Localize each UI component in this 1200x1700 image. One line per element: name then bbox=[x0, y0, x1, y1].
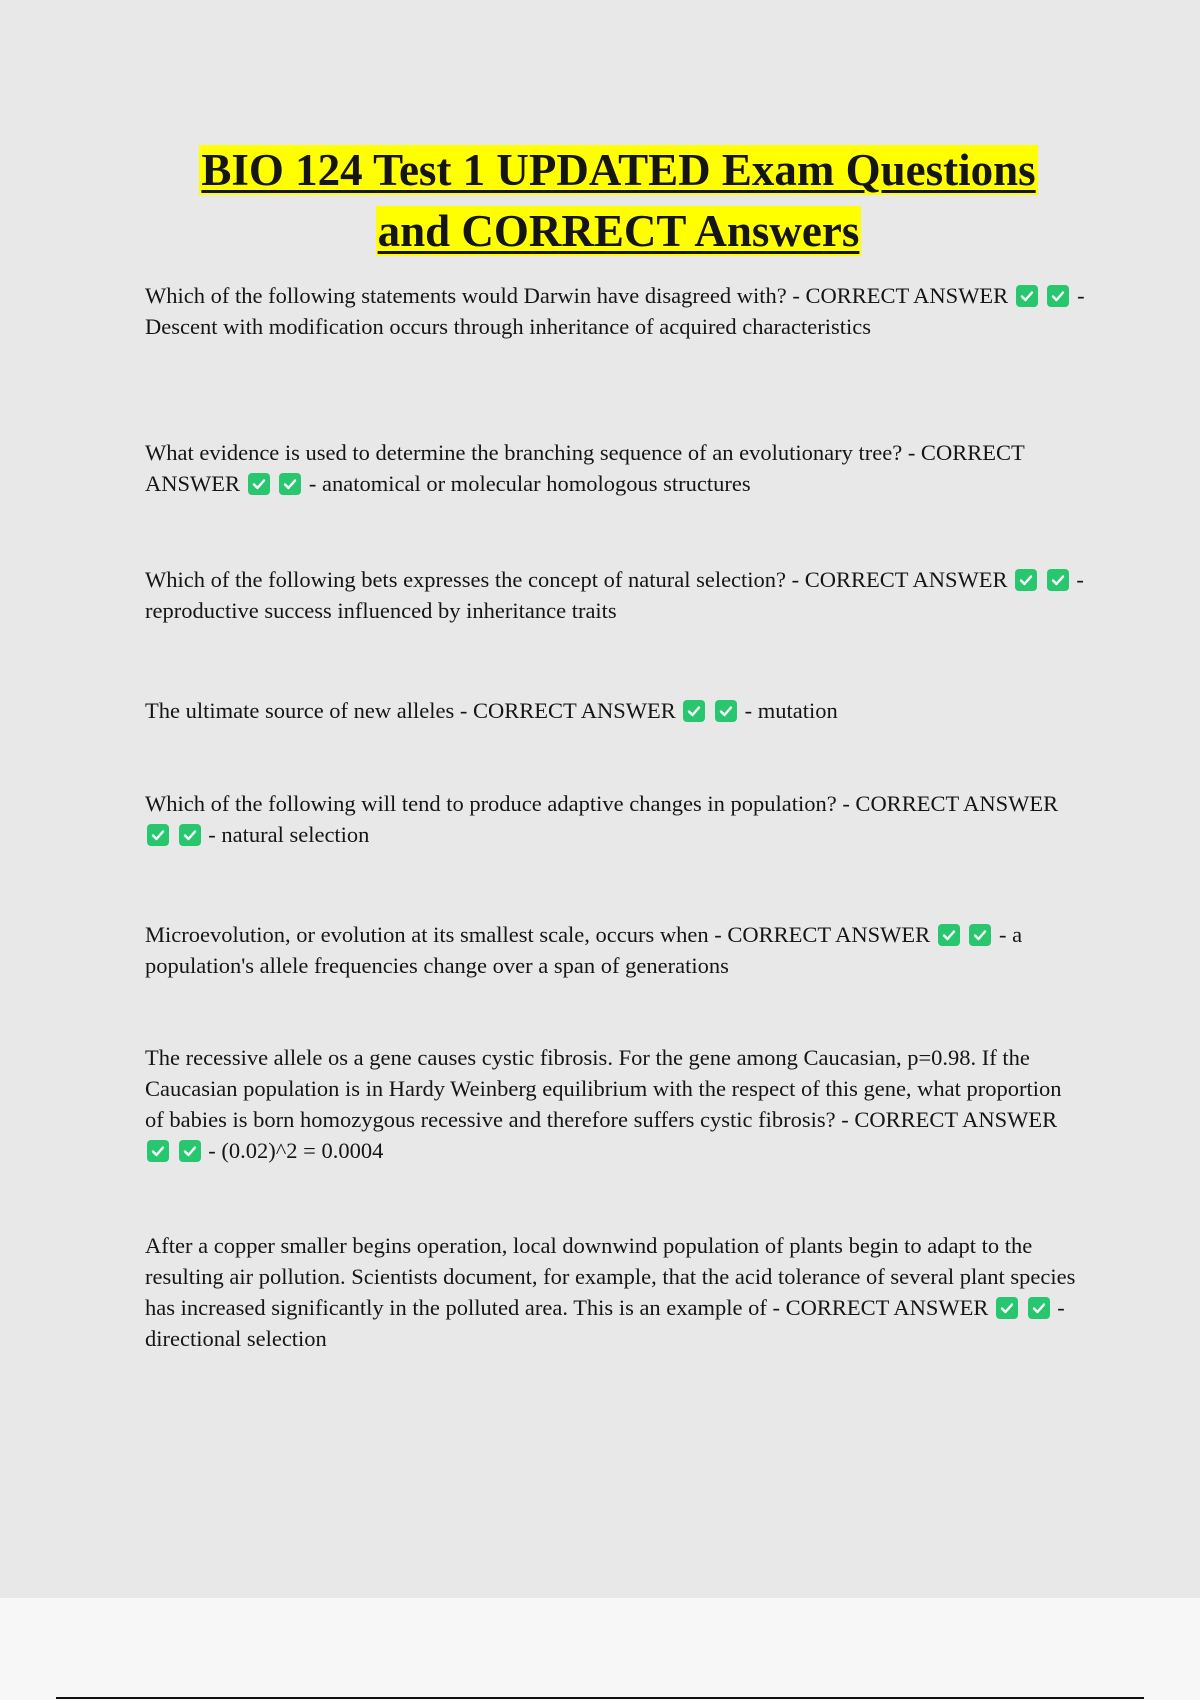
document-title bbox=[120, 140, 1117, 262]
answer-text: - mutation bbox=[744, 698, 838, 723]
qa-item bbox=[145, 1230, 1085, 1354]
check-box-icon bbox=[1016, 285, 1038, 307]
title-line-2: and CORRECT Answers bbox=[377, 206, 860, 256]
qa-item bbox=[145, 788, 1085, 850]
check-box-icon bbox=[1047, 285, 1069, 307]
check-box-icon bbox=[938, 924, 960, 946]
answer-text: - directional selection bbox=[145, 1295, 1065, 1351]
question-text: Which of the following will tend to produce adaptive changes in population? - CORRECT ANSWER bbox=[145, 791, 1059, 816]
check-box-icon bbox=[996, 1297, 1018, 1319]
qa-item bbox=[145, 919, 1085, 981]
question-text: What evidence is used to determine the branching sequence of an evolutionary tree? - CORRECT ANSWER bbox=[145, 440, 1025, 496]
question-text: Microevolution, or evolution at its smallest scale, occurs when - CORRECT ANSWER bbox=[145, 922, 931, 947]
qa-item bbox=[145, 437, 1085, 499]
answer-text: - a population's allele frequencies change over a span of generations bbox=[145, 922, 1023, 978]
qa-item bbox=[145, 1042, 1085, 1166]
answer-text: - (0.02)^2 = 0.0004 bbox=[208, 1138, 384, 1163]
answer-text: - anatomical or molecular homologous structures bbox=[308, 471, 751, 496]
qa-item bbox=[145, 695, 1085, 726]
question-text: The ultimate source of new alleles - CORRECT ANSWER bbox=[145, 698, 676, 723]
check-box-icon bbox=[147, 824, 169, 846]
check-box-icon bbox=[1028, 1297, 1050, 1319]
check-box-icon bbox=[279, 473, 301, 495]
answer-text: - reproductive success influenced by inheritance traits bbox=[145, 567, 1084, 623]
check-box-icon bbox=[179, 1140, 201, 1162]
answer-text: - Descent with modification occurs through inheritance of acquired characteristics bbox=[145, 283, 1085, 339]
check-box-icon bbox=[1015, 569, 1037, 591]
question-text: Which of the following statements would Darwin have disagreed with? - CORRECT ANSWER bbox=[145, 283, 1009, 308]
question-text: The recessive allele os a gene causes cystic fibrosis. For the gene among Caucasian, p=0.98. If the Caucasian population is in Hardy Weinberg equilibrium with the respect of this gene, what proportion of babies is born homozygous recessive and therefore suffers cystic fibrosis? - CORRECT ANSWER bbox=[145, 1045, 1062, 1132]
qa-item bbox=[145, 280, 1085, 342]
check-box-icon bbox=[715, 700, 737, 722]
question-text: After a copper smaller begins operation, local downwind population of plants begin to adapt to the resulting air pollution. Scientists document, for example, that the acid tolerance of several plant species has increased significantly in the polluted area. This is an example of - CORRECT ANSWER bbox=[145, 1233, 1076, 1320]
check-box-icon bbox=[969, 924, 991, 946]
check-box-icon bbox=[683, 700, 705, 722]
title-line-1: BIO 124 Test 1 UPDATED Exam Questions bbox=[201, 145, 1036, 195]
check-box-icon bbox=[1047, 569, 1069, 591]
answer-text: - natural selection bbox=[208, 822, 370, 847]
qa-item bbox=[145, 564, 1085, 626]
check-box-icon bbox=[248, 473, 270, 495]
check-box-icon bbox=[147, 1140, 169, 1162]
page-divider bbox=[56, 1697, 1144, 1699]
check-box-icon bbox=[179, 824, 201, 846]
question-text: Which of the following bets expresses the concept of natural selection? - CORRECT ANSWER bbox=[145, 567, 1008, 592]
